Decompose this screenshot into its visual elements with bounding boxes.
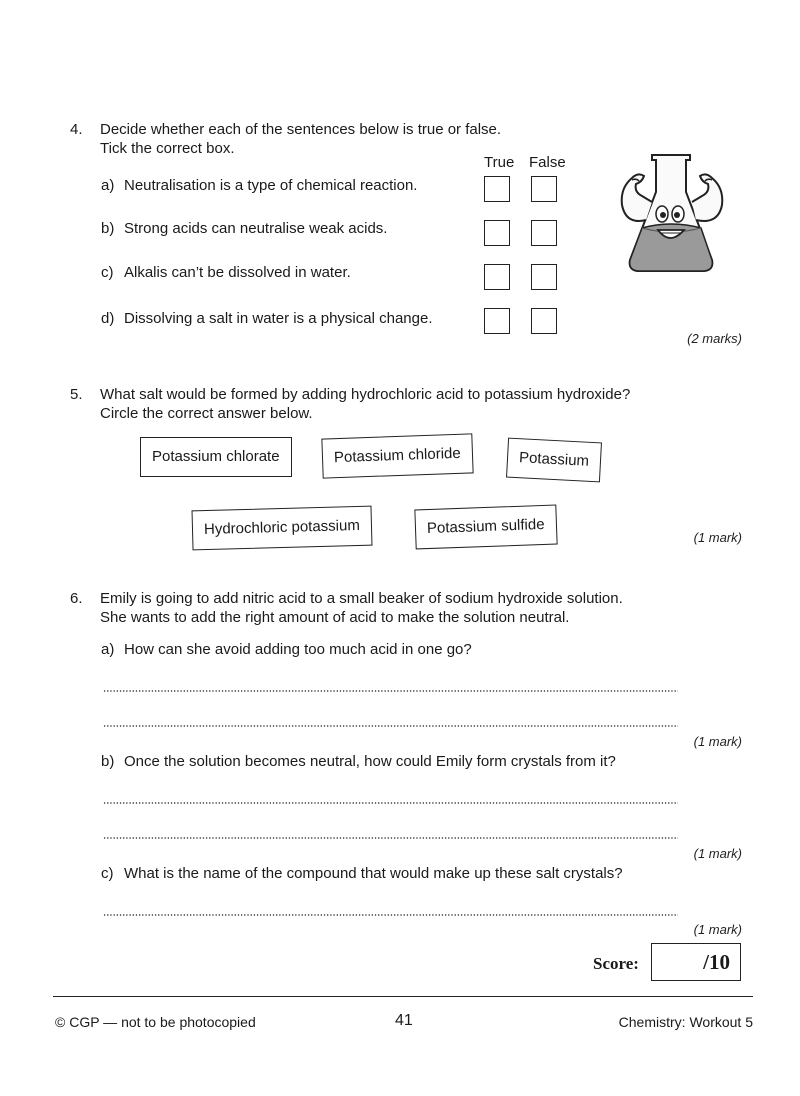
q4d-text: Dissolving a salt in water is a physical change. <box>124 310 433 327</box>
q4d-true-checkbox[interactable] <box>484 308 510 334</box>
score-value: /10 <box>703 950 730 974</box>
q4-col-true: True <box>484 154 515 171</box>
q6a-label: a) <box>101 641 115 658</box>
q6a-answer-line-1[interactable] <box>103 690 678 692</box>
q5-text-line2: Circle the correct answer below. <box>100 405 313 422</box>
answer-option-potassium[interactable]: Potassium <box>506 438 602 483</box>
footer-book-title: Chemistry: Workout 5 <box>618 1014 753 1030</box>
q4b-true-checkbox[interactable] <box>484 220 510 246</box>
answer-option-potassium-chlorate[interactable]: Potassium chlorate <box>140 437 292 477</box>
q5-text-line1: What salt would be formed by adding hydrochloric acid to potassium hydroxide? <box>100 386 631 403</box>
q6a-answer-line-2[interactable] <box>103 725 678 727</box>
q4d-label: d) <box>101 310 115 327</box>
answer-option-potassium-chloride[interactable]: Potassium chloride <box>321 433 473 478</box>
q4-text-line2: Tick the correct box. <box>100 140 235 157</box>
q4b-false-checkbox[interactable] <box>531 220 557 246</box>
q6-text-line1: Emily is going to add nitric acid to a small beaker of sodium hydroxide solution. <box>100 590 623 607</box>
q6c-label: c) <box>101 865 114 882</box>
q6a-marks: (1 mark) <box>693 734 742 749</box>
q6c-text: What is the name of the compound that would make up these salt crystals? <box>124 865 623 882</box>
q4b-text: Strong acids can neutralise weak acids. <box>124 220 388 237</box>
q4a-true-checkbox[interactable] <box>484 176 510 202</box>
q4a-text: Neutralisation is a type of chemical reaction. <box>124 177 418 194</box>
flexing-flask-illustration <box>612 150 732 275</box>
q4c-true-checkbox[interactable] <box>484 264 510 290</box>
footer-divider <box>53 996 753 997</box>
q6b-answer-line-2[interactable] <box>103 837 678 839</box>
q6c-marks: (1 mark) <box>693 922 742 937</box>
q6b-marks: (1 mark) <box>693 846 742 861</box>
q4b-label: b) <box>101 220 115 237</box>
q6a-text: How can she avoid adding too much acid in one go? <box>124 641 472 658</box>
answer-option-potassium-sulfide[interactable]: Potassium sulfide <box>414 505 557 550</box>
q6b-label: b) <box>101 753 115 770</box>
q4a-false-checkbox[interactable] <box>531 176 557 202</box>
q6b-text: Once the solution becomes neutral, how could Emily form crystals from it? <box>124 753 616 770</box>
q4-col-false: False <box>529 154 566 171</box>
q4-marks: (2 marks) <box>687 331 742 346</box>
q6-number: 6. <box>70 590 83 607</box>
footer-copyright: © CGP — not to be photocopied <box>55 1014 256 1030</box>
q5-number: 5. <box>70 386 83 403</box>
q5-marks: (1 mark) <box>693 530 742 545</box>
q6-text-line2: She wants to add the right amount of acid to make the solution neutral. <box>100 609 570 626</box>
q6b-answer-line-1[interactable] <box>103 802 678 804</box>
q4d-false-checkbox[interactable] <box>531 308 557 334</box>
score-box <box>651 943 741 981</box>
q4-text-line1: Decide whether each of the sentences below is true or false. <box>100 121 502 138</box>
q4c-text: Alkalis can’t be dissolved in water. <box>124 264 351 281</box>
q4c-label: c) <box>101 264 114 281</box>
score-label: Score: <box>593 954 639 973</box>
q4c-false-checkbox[interactable] <box>531 264 557 290</box>
answer-option-hydrochloric-potassium[interactable]: Hydrochloric potassium <box>192 506 373 551</box>
page-number: 41 <box>395 1012 413 1029</box>
q4-number: 4. <box>70 121 83 138</box>
q6c-answer-line-1[interactable] <box>103 914 678 916</box>
q4a-label: a) <box>101 177 115 194</box>
